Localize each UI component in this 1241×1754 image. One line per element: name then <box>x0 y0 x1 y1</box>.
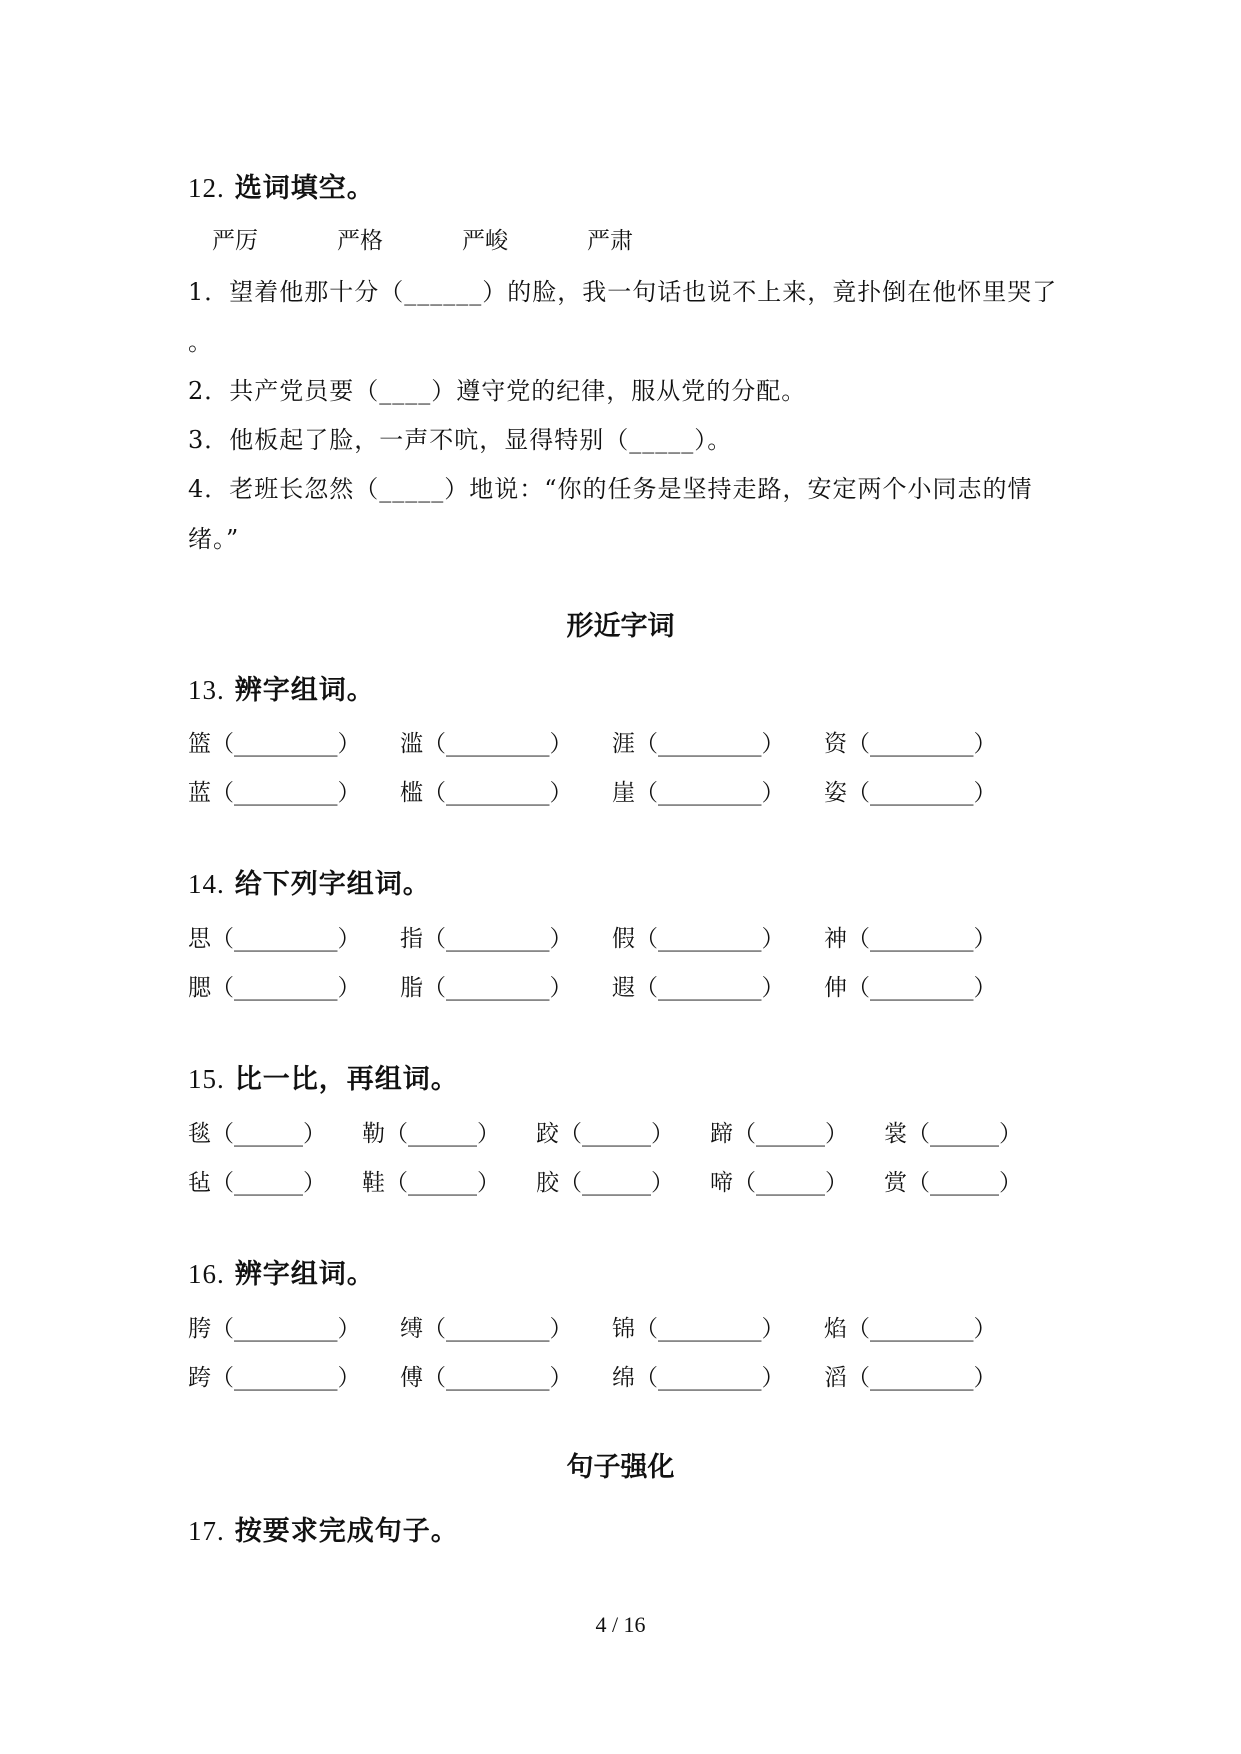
q12-sentence-1: 1．望着他那十分（______）的脸，我一句话也说不上来，竟扑倒在他怀里哭了 <box>188 278 1058 306</box>
word-blank: 鞋（______） <box>362 1170 500 1196</box>
question-text: 选词填空。 <box>234 173 375 204</box>
word-blank: 傅（_________） <box>400 1365 573 1391</box>
question-14-title <box>188 862 431 901</box>
word-blank: 资（_________） <box>824 731 997 757</box>
word-blank: 裳（______） <box>884 1121 1022 1147</box>
q12-sentence-1-cont: 。 <box>188 328 213 356</box>
word-blank: 蓝（_________） <box>188 780 361 806</box>
question-17-title <box>188 1509 459 1548</box>
word-blank: 思（_________） <box>188 926 361 952</box>
question-text: 辨字组词。 <box>234 675 375 706</box>
question-13-title <box>188 668 375 707</box>
question-number: 14. <box>188 869 225 899</box>
word-blank: 胶（______） <box>536 1170 674 1196</box>
question-number: 13. <box>188 675 225 705</box>
word-blank: 姿（_________） <box>824 780 997 806</box>
word-choices <box>212 222 712 255</box>
q12-sentence-2: 2．共产党员要（____）遵守党的纪律，服从党的分配。 <box>188 377 807 405</box>
word-blank: 假（_________） <box>612 926 785 952</box>
page-number: 4 / 16 <box>595 1612 646 1637</box>
word-blank: 毯（______） <box>188 1121 326 1147</box>
question-number: 17. <box>188 1516 225 1546</box>
word-blank: 涯（_________） <box>612 731 785 757</box>
word-blank: 崖（_________） <box>612 780 785 806</box>
question-number: 12. <box>188 173 225 203</box>
word-blank: 跨（_________） <box>188 1365 361 1391</box>
word-blank: 脂（_________） <box>400 975 573 1001</box>
word-blank: 跤（______） <box>536 1121 674 1147</box>
word-blank: 滔（_________） <box>824 1365 997 1391</box>
word-blank: 焰（_________） <box>824 1316 997 1342</box>
word-blank: 胯（_________） <box>188 1316 361 1342</box>
section-heading: 句子强化 <box>566 1452 675 1483</box>
word-blank: 啼（______） <box>710 1170 848 1196</box>
question-number: 16. <box>188 1259 225 1289</box>
word-blank: 滥（_________） <box>400 731 573 757</box>
choice-word: 严峻 <box>462 228 508 254</box>
choice-word: 严格 <box>337 228 383 254</box>
word-blank: 毡（______） <box>188 1170 326 1196</box>
word-blank: 指（_________） <box>400 926 573 952</box>
q12-sentence-4: 4．老班长忽然（_____）地说：“你的任务是坚持走路，安定两个小同志的情 <box>188 475 1033 503</box>
question-text: 比一比，再组词。 <box>234 1064 459 1095</box>
question-12-title <box>188 166 375 205</box>
word-blank: 绵（_________） <box>612 1365 785 1391</box>
section-heading: 形近字词 <box>566 611 675 642</box>
word-blank: 勒（______） <box>362 1121 500 1147</box>
word-blank: 腮（_________） <box>188 975 361 1001</box>
word-blank: 伸（_________） <box>824 975 997 1001</box>
q12-sentence-3: 3．他板起了脸，一声不吭，显得特别（_____）。 <box>188 426 733 454</box>
question-number: 15. <box>188 1064 225 1094</box>
question-text: 辨字组词。 <box>234 1259 375 1290</box>
word-blank: 蹄（______） <box>710 1121 848 1147</box>
question-16-title <box>188 1252 375 1291</box>
word-blank: 神（_________） <box>824 926 997 952</box>
word-blank: 锦（_________） <box>612 1316 785 1342</box>
word-blank: 缚（_________） <box>400 1316 573 1342</box>
word-blank: 赏（______） <box>884 1170 1022 1196</box>
choice-word: 严肃 <box>587 228 633 254</box>
question-text: 给下列字组词。 <box>234 869 431 900</box>
q12-sentence-4-cont: 绪。” <box>188 525 240 553</box>
word-blank: 篮（_________） <box>188 731 361 757</box>
word-blank: 遐（_________） <box>612 975 785 1001</box>
word-blank: 槛（_________） <box>400 780 573 806</box>
question-text: 按要求完成句子。 <box>234 1516 459 1547</box>
question-15-title <box>188 1057 459 1096</box>
choice-word: 严厉 <box>212 228 258 254</box>
